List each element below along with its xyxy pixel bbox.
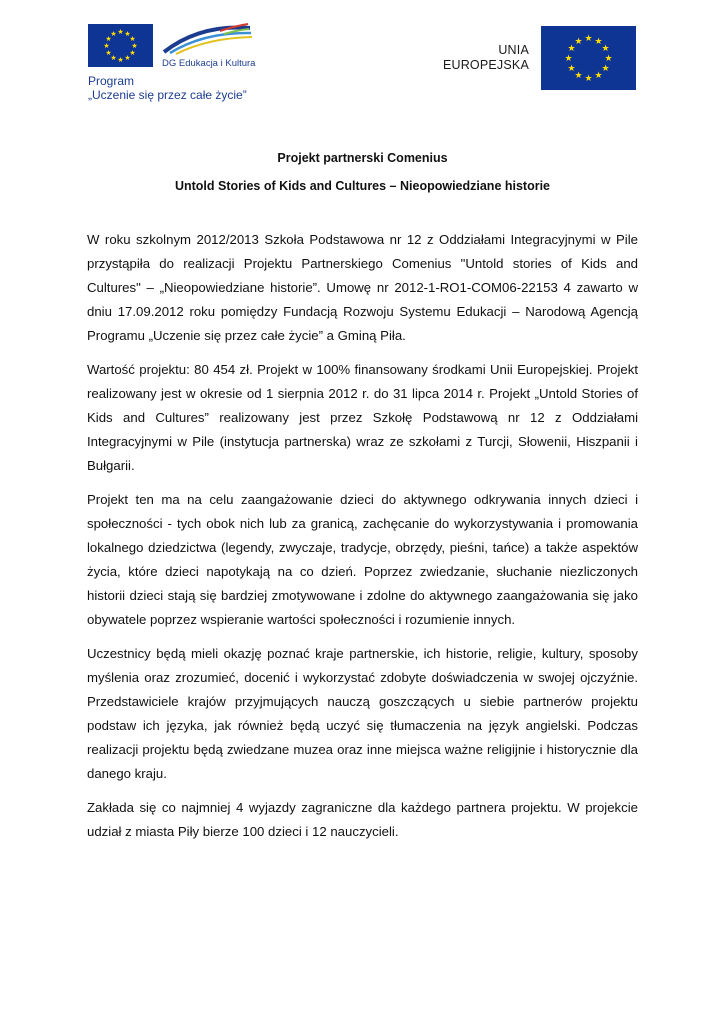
program-line1: Program [88,74,135,88]
paragraph: Projekt ten ma na celu zaangażowanie dzieci do aktywnego odkrywania innych dzieci i społeczności - tych obok nich lub za granicą, zachęcanie do wykorzystywania i promowania lokalnego dziedzictwa (legendy, zwyczaje, tradycje, obrzędy, pieśni, tańce) a także aspektów życia, które dzieci napotykają na co dzień. Poprzez zwiedzanie, słuchanie niezliczonych historii dzieci stają się bardziej zmotywowane i zdolne do aktywnego zaangażowania się jako obywatele poprzez wspieranie wartości społeczności i rozumienie innych. [87,492,638,627]
swoosh-icon [160,22,255,58]
svg-text:★: ★ [567,44,576,54]
svg-text:★: ★ [129,49,136,57]
svg-text:★: ★ [110,30,117,38]
svg-text:★: ★ [604,54,613,64]
eu-flag-logo-small [88,24,153,67]
svg-text:★: ★ [601,44,610,54]
svg-text:★: ★ [110,54,117,62]
svg-text:★: ★ [567,64,576,74]
svg-text:★: ★ [574,37,583,47]
svg-text:★: ★ [105,35,112,43]
document-title: Projekt partnerski Comenius [277,151,448,165]
eu-stars-icon [541,26,636,90]
dg-label: DG Edukacja i Kultura [162,58,256,69]
svg-text:★: ★ [124,30,131,38]
svg-text:★: ★ [103,42,110,50]
paragraph: Uczestnicy będą mieli okazję poznać kraje partnerskie, ich historie, religie, kultury, sposoby myślenia oraz zrozumieć, docenić i wykorzystać zdobyte doświadczenia w swojej ojczyźnie. Przedstawiciele krajów przyjmujących nauczą goszczących u siebie partnerów projektu podstaw ich języka, jak również będą uczyć się tłumaczenia na język angielski. Podczas realizacji projektu będą zwiedzane muzea oraz inne miejsca ważne religijnie i historycznie dla danego kraju. [87,646,638,781]
document-subtitle: Untold Stories of Kids and Cultures – Nieopowiedziane historie [174,179,551,193]
svg-text:★: ★ [601,64,610,74]
document-body [87,228,638,854]
program-line2: „Uczenie się przez całe życie” [88,88,247,102]
svg-text:★: ★ [124,54,131,62]
paragraph: Wartość projektu: 80 454 zł. Projekt w 100% finansowany środkami Unii Europejskiej. Projekt realizowany jest w okresie od 1 sierpnia 2012 r. do 31 lipca 2014 r. Projekt „Untold Stories of Kids and Cultures” realizowany jest przez Szkołę Podstawową nr 12 z Oddziałami Integracyjnymi w Pile (instytucja partnerska) wraz ze szkołami z Turcji, Słowenii, Hiszpanii i Bułgarii. [87,362,638,473]
eu-union-label [443,43,529,73]
unia-line1: UNIA [498,43,529,57]
svg-text:★: ★ [574,71,583,81]
eu-stars-icon [88,24,153,67]
paragraph: W roku szkolnym 2012/2013 Szkoła Podstawowa nr 12 z Oddziałami Integracyjnymi w Pile przystąpiła do realizacji Projektu Partnerskiego Comenius "Untold stories of Kids and Cultures" – „Nieopowiedziane historie”. Umowę nr 2012-1-RO1-COM06-22153 4 zawarto w dniu 17.09.2012 roku pomiędzy Fundacją Rozwoju Systemu Edukacji – Narodową Agencją Programu „Uczenie się przez całe życie” a Gminą Piła. [87,232,638,343]
svg-text:★: ★ [129,35,136,43]
svg-text:★: ★ [564,54,573,64]
paragraph: Zakłada się co najmniej 4 wyjazdy zagraniczne dla każdego partnera projektu. W projekcie udział z miasta Piły bierze 100 dzieci i 12 nauczycieli. [87,800,638,839]
svg-text:★: ★ [117,56,124,64]
svg-text:★: ★ [584,34,593,44]
svg-text:★: ★ [105,49,112,57]
program-label [88,74,247,102]
eu-flag-logo-large [541,26,636,90]
svg-text:★: ★ [594,71,603,81]
svg-text:★: ★ [594,37,603,47]
svg-text:★: ★ [117,28,124,36]
svg-text:★: ★ [584,74,593,84]
svg-text:★: ★ [131,42,138,50]
unia-line2: EUROPEJSKA [442,58,529,72]
